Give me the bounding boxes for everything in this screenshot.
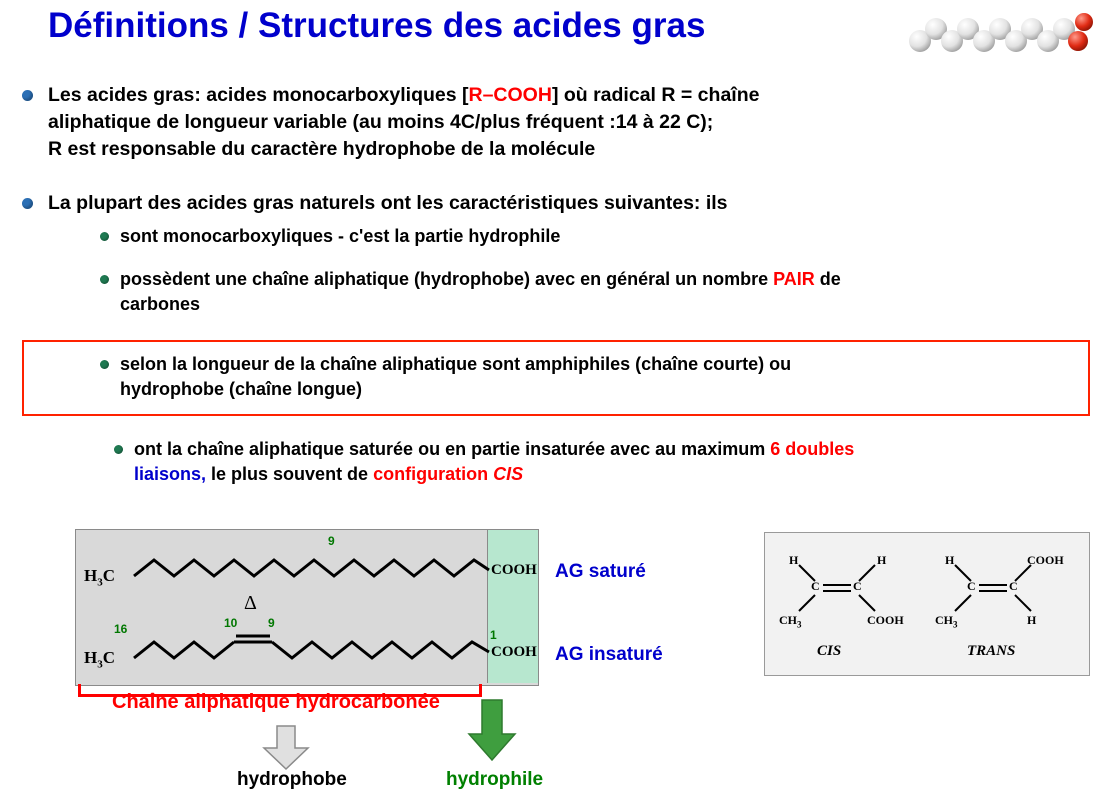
bullet-5-line1: selon la longueur de la chaîne aliphatique sont amphiphiles (chaîne courte) ou bbox=[120, 354, 792, 374]
label-ag-insature: AG insaturé bbox=[555, 644, 663, 665]
carbon-number-10: 10 bbox=[224, 616, 238, 630]
label-cooh-bottom: COOH bbox=[491, 644, 537, 660]
cis-h-left: H bbox=[789, 553, 799, 567]
bullet-6-text-a: ont la chaîne aliphatique saturée ou en partie insaturée avec au maximum bbox=[134, 439, 771, 459]
bullet-1-text-a: Les acides gras: acides monocarboxyliques [ bbox=[48, 84, 469, 106]
cis-label: CIS bbox=[817, 643, 842, 659]
trans-label: TRANS bbox=[967, 643, 1016, 659]
bullet-1-line2: aliphatique de longueur variable (au moins 4C/plus fréquent :14 à 22 C); bbox=[48, 111, 714, 133]
bullet-item-1 bbox=[48, 82, 1078, 163]
bullet-6-line2-red: configuration bbox=[373, 464, 494, 484]
cis-c-left: C bbox=[811, 579, 820, 593]
bullet-dot-icon bbox=[114, 445, 123, 454]
trans-h-left: H bbox=[945, 553, 955, 567]
bullet-item-5 bbox=[120, 352, 1070, 402]
bullet-6-line2-plain: le plus souvent de bbox=[206, 464, 374, 484]
page-title: Définitions / Structures des acides gras bbox=[48, 6, 706, 45]
bullet-dot-icon bbox=[100, 360, 109, 369]
bullet-dot-icon bbox=[100, 232, 109, 241]
carbon-number-top-9: 9 bbox=[328, 534, 335, 548]
trans-c-left: C bbox=[967, 579, 976, 593]
bullet-4-line2: carbones bbox=[120, 294, 201, 314]
caption-hydrophile: hydrophile bbox=[446, 769, 544, 790]
caption-hydrophobe: hydrophobe bbox=[237, 769, 347, 790]
hydrophile-arrow-icon bbox=[466, 700, 518, 762]
cis-ch3: $CH_3$ bbox=[779, 613, 802, 630]
label-cooh-top: COOH bbox=[491, 562, 537, 578]
bullet-4-text-a: possèdent une chaîne aliphatique (hydrophobe) avec en général un nombre bbox=[120, 269, 774, 289]
bullet-1-formula: R–COOH bbox=[468, 84, 552, 106]
trans-c-right: C bbox=[1009, 579, 1018, 593]
cis-h-right: H bbox=[877, 553, 887, 567]
cis-cooh: COOH bbox=[867, 613, 904, 627]
fatty-acid-molecule-icon bbox=[908, 8, 1098, 60]
bullet-2-text: La plupart des acides gras naturels ont les caractéristiques suivantes: ils bbox=[48, 192, 728, 214]
bullet-dot-icon bbox=[100, 275, 109, 284]
chain-drawing bbox=[76, 530, 538, 685]
carbon-number-9: 9 bbox=[268, 616, 275, 630]
cis-c-right: C bbox=[853, 579, 862, 593]
hydrophobe-arrow-icon bbox=[260, 726, 312, 770]
bullet-6-cis: CIS bbox=[493, 464, 524, 484]
bullet-item-2 bbox=[48, 190, 1078, 217]
trans-ch3: $CH_3$ bbox=[935, 613, 958, 630]
bullet-dot-icon bbox=[22, 198, 33, 209]
bullet-item-3 bbox=[120, 224, 1080, 249]
trans-cooh: COOH bbox=[1027, 553, 1064, 567]
label-h3c-bottom: $H_3C$ bbox=[84, 648, 116, 671]
bullet-1-line3: R est responsable du caractère hydrophobe de la molécule bbox=[48, 138, 596, 160]
bullet-6-line2-blue: liaisons, bbox=[134, 464, 207, 484]
fatty-acid-diagram bbox=[75, 529, 539, 686]
bullet-item-4 bbox=[120, 267, 1080, 317]
bullet-item-6 bbox=[134, 437, 1084, 487]
bullet-dot-icon bbox=[22, 90, 33, 101]
cis-trans-panel bbox=[764, 532, 1090, 676]
bullet-4-emphasis: PAIR bbox=[773, 269, 815, 289]
caption-chaine-aliphatique: Chaîne aliphatique hydrocarbonée bbox=[112, 691, 440, 713]
bullet-4-text-b: de bbox=[814, 269, 841, 289]
carbon-number-16: 16 bbox=[114, 622, 128, 636]
bullet-3-text: sont monocarboxyliques - c'est la partie hydrophile bbox=[120, 226, 561, 246]
bullet-1-text-b: ] où radical R = chaîne bbox=[551, 84, 760, 106]
delta-symbol: Δ bbox=[244, 592, 257, 614]
carbon-number-1: 1 bbox=[490, 628, 497, 642]
label-ag-sature: AG saturé bbox=[555, 561, 646, 582]
label-h3c-top: $H_3C$ bbox=[84, 566, 116, 589]
bullet-6-emphasis: 6 doubles bbox=[770, 439, 855, 459]
trans-h-bottom: H bbox=[1027, 613, 1037, 627]
bullet-5-line2: hydrophobe (chaîne longue) bbox=[120, 379, 362, 399]
